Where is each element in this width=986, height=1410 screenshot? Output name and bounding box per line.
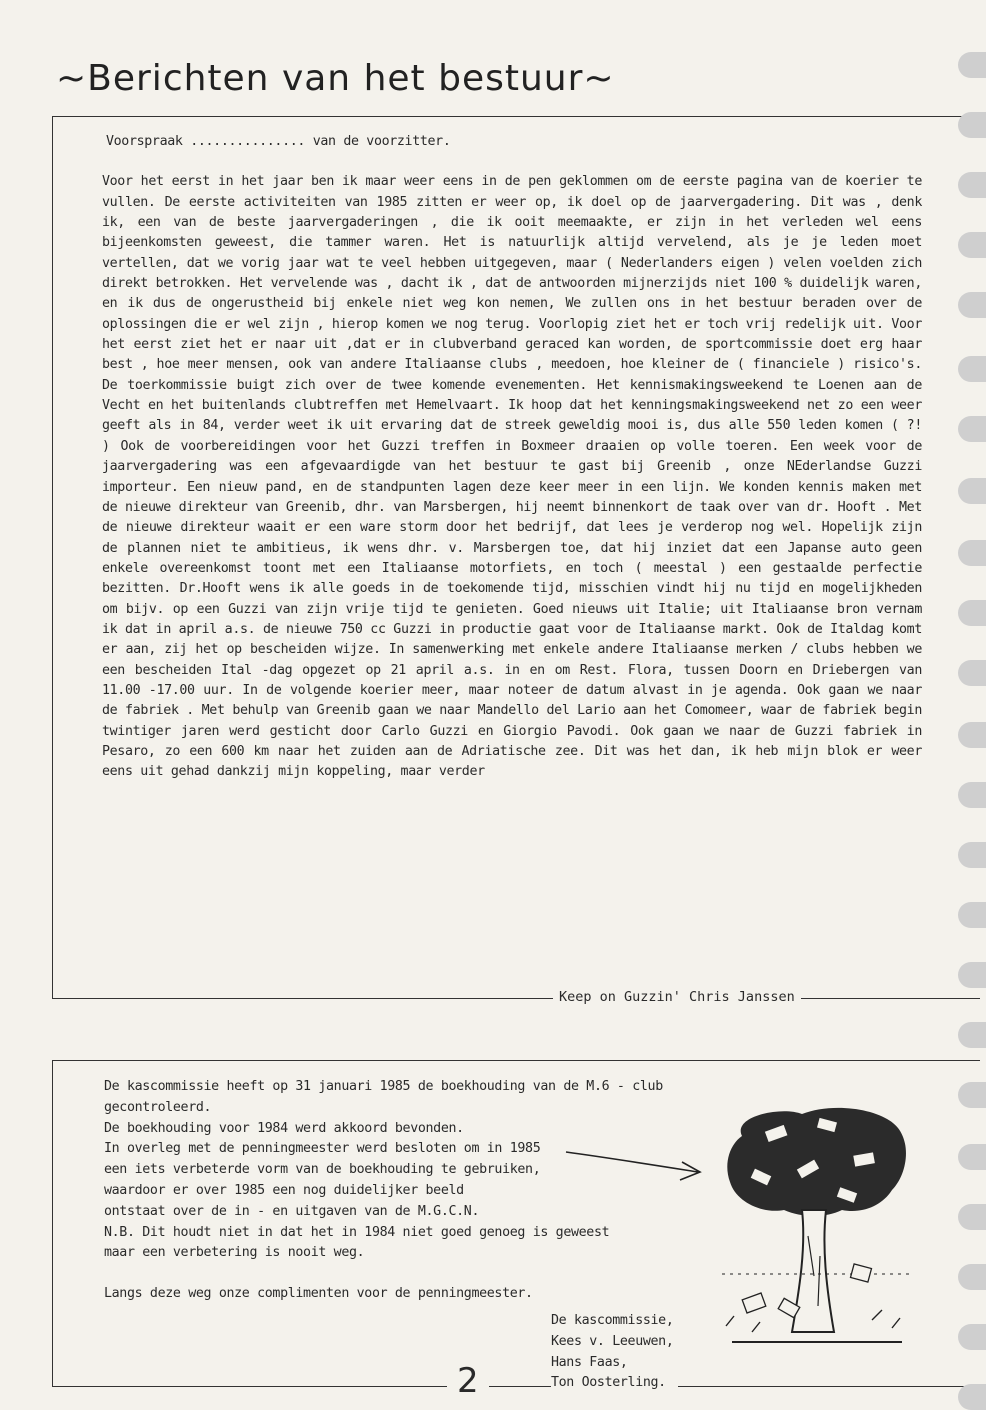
binder-hole [958, 782, 986, 808]
binder-hole [958, 356, 986, 382]
binder-hole [958, 478, 986, 504]
chairman-letter [102, 132, 922, 783]
binder-hole [958, 232, 986, 258]
binder-hole [958, 172, 986, 198]
binder-hole [958, 600, 986, 626]
binder-hole [958, 292, 986, 318]
binder-hole [958, 1324, 986, 1350]
binder-hole [958, 112, 986, 138]
binder-hole [958, 1204, 986, 1230]
report-frame-bottom [52, 1386, 980, 1387]
arrow-right-icon [560, 1140, 710, 1230]
binder-hole [958, 540, 986, 566]
letter-signature: Keep on Guzzin' Chris Janssen [553, 989, 801, 1005]
letter-body: Voor het eerst in het jaar ben ik maar weer eens in de pen geklommen om de eerste pagina van de koerier te vullen. De eerste activiteiten van 1985 zitten er weer op, ik doel op de jaarvergadering. Dit was , denk ik, een van de beste jaarvergaderingen , die ik ooit meemaakte, er zijn in het verleden wel eens bijeenkomsten geweest, die tammer waren. Het is natuurlijk altijd vervelend, als je je leden moet vertellen, dat we vorig jaar wat te veel hebben uitgegeven, maar ( Nederlanders eigen ) velen voelden zich direkt betrokken. Het vervelende was , dacht ik , dat de antwoorden mijnerzijds niet 100 % duidelijk waren, en ik dus de ongerustheid bij enkele niet weg kon nemen, We zullen ons in het bestuur beraden over de oplossingen die er wel zijn , hierop komen we nog terug. Voorlopig ziet het er toch vrij redelijk uit. Voor het eerst ziet het er naar uit ,dat er in clubverband geraced kan worden, de sportcommissie doet erg haar best , hoe meer mensen, ook van andere Italiaanse clubs , meedoen, hoe kleiner de ( financiele ) risico's. De toerkommissie buigt zich over de twee komende evenementen. Het kennismakingsweekend te Loenen aan de Vecht en het buitenlands clubtreffen met Hemelvaart. Ik hoop dat het kenningsmakingsweekend net zo een weer geeft als in 84, verder weet ik uit ervaring dat de streek geweldig mooi is, dus alle 550 leden komen ( ?! ) Ook de voorbereidingen voor het Guzzi treffen in Boxmeer draaien op volle toeren. Een week voor de jaarvergadering was een afgevaardigde van het bestuur te gast bij Greenib , onze NEderlandse Guzzi importeur. Een nieuw pand, en de standpunten lagen deze keer meer in een lijn. We konden kennis maken met de nieuwe direkteur van Greenib, dhr. van Marsbergen, hij neemt binnenkort de taak over van dr. Hooft . Met de nieuwe direkteur waait er een ware storm door het bedrijf, dat lees je verderop nog wel. Hopelijk zijn de plannen niet te ambitieus, ik wens dhr. v. Marsbergen toe, dat hij inziet dat een Japanse auto geen enkele overeenkomst toont met een Italiaanse motorfiets, en toch ( meestal ) een gestaalde perfectie bezitten. Dr.Hooft wens ik alle goeds in de toekomende tijd, misschien vindt hij nu tijd en mogelijkheden om bijv. op een Guzzi van zijn vrije tijd te genieten. Goed nieuws uit Italie; uit Italiaanse bron vernam ik dat in april a.s. de nieuwe 750 cc Guzzi in productie gaat voor de Italiaanse markt. Ook de Italdag komt er aan, zij het op bescheiden wijze. In samenwerking met enkele andere Italiaanse merken / clubs hebben we een bescheiden Ital -dag opgezet op 21 april a.s. in en om Rest. Flora, tussen Doorn en Driebergen van 11.00 -17.00 uur. In de volgende koerier meer, maar noteer de datum alvast in je agenda. Ook gaan we naar de fabriek . Met behulp van Greenib gaan we naar Mandello del Lario aan het Comomeer, waar de fabriek begin twintiger jaren werd gesticht door Carlo Guzzi en Giorgio Pavodi. Ook gaan we naar de Guzzi fabriek in Pesaro, zo een 600 km naar het zuiden aan de Adriatische zee. Dit was het dan, ik heb mijn blok er weer eens uit gehad dankzij mijn koppeling, maar verder [102, 174, 922, 780]
money-tree-icon [722, 1106, 912, 1346]
letter-frame-left [52, 116, 53, 998]
letter-frame-top [52, 116, 980, 117]
binder-hole [958, 1082, 986, 1108]
letter-heading: Voorspraak ............... van de voorzitter. [106, 134, 451, 149]
report-frame-left [52, 1060, 53, 1386]
binder-hole [958, 1384, 986, 1410]
page-title: ~Berichten van het bestuur~ [56, 58, 615, 99]
binder-hole [958, 842, 986, 868]
binder-hole [958, 1144, 986, 1170]
binder-hole [958, 660, 986, 686]
binder-holes [946, 0, 986, 1402]
report-paragraph: De kascommissie heeft op 31 januari 1985 de boekhouding van de M.6 - club gecontroleerd. De boekhouding voor 1984 werd akkoord bevonden. In overleg met de penningmeester werd besloten om in 1985 een iets verbeterde vorm van de boekhouding te gebruiken, waardoor er over 1985 een nog duidelijker beeld ontstaat over de in - en uitgaven van de M.G.C.N. N.B. Dit houdt niet in dat het in 1984 niet goed genoeg is geweest maar een verbetering is nooit weg. [104, 1079, 663, 1261]
kascommissie-signers: De kascommissie, Kees v. Leeuwen, Hans Faas, Ton Oosterling. [551, 1311, 678, 1394]
report-frame-top [52, 1060, 980, 1061]
page-number: 2 [447, 1361, 489, 1401]
letter-frame-bottom [52, 998, 980, 999]
binder-hole [958, 52, 986, 78]
binder-hole [958, 962, 986, 988]
binder-hole [958, 416, 986, 442]
binder-hole [958, 1264, 986, 1290]
report-compliments: Langs deze weg onze complimenten voor de penningmeester. [104, 1286, 533, 1302]
binder-hole [958, 902, 986, 928]
binder-hole [958, 1022, 986, 1048]
binder-hole [958, 722, 986, 748]
